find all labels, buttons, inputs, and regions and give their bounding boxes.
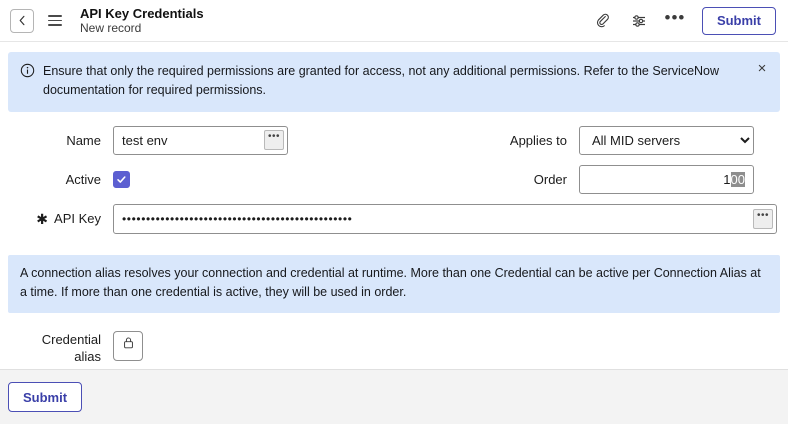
field-active [8, 171, 394, 188]
api-key-input-wrap [113, 204, 777, 234]
form-row-api-key [8, 204, 780, 234]
record-form [0, 112, 788, 247]
api-key-reference-lookup-icon[interactable]: ••• [753, 209, 773, 229]
name-input-wrap [113, 126, 288, 155]
order-input-wrap [579, 165, 754, 194]
credential-alias-label-line2: alias [74, 349, 101, 365]
field-name [8, 126, 394, 155]
hamburger-icon[interactable] [44, 10, 66, 32]
order-input[interactable] [579, 165, 754, 194]
ellipsis-icon[interactable]: ••• [664, 7, 686, 27]
order-value-unselected: 1 [723, 171, 731, 187]
back-button[interactable] [10, 9, 34, 33]
name-label: Name [66, 132, 101, 148]
order-value-selected: 00 [730, 171, 745, 187]
active-label: Active [65, 171, 101, 187]
field-order [394, 165, 780, 194]
header-actions [592, 7, 776, 35]
applies-to-select[interactable] [579, 126, 754, 155]
page-header [0, 0, 788, 42]
order-label: Order [533, 171, 567, 187]
page-title: API Key Credentials [80, 5, 204, 21]
field-applies-to [394, 126, 780, 155]
close-icon[interactable]: × [757, 59, 767, 77]
submit-button-bottom[interactable]: Submit [8, 382, 82, 412]
lock-icon [122, 336, 135, 355]
submit-button-top[interactable]: Submit [702, 7, 776, 35]
form-row-active-order [8, 165, 780, 194]
credential-alias-label [8, 331, 113, 366]
paperclip-icon[interactable] [592, 10, 614, 32]
name-input[interactable]: test env [113, 126, 288, 155]
page-subtitle: New record [80, 21, 142, 36]
connection-alias-info: A connection alias resolves your connection and credential at runtime. More than one Credential can be active per Connection Alias at a time. If more than one credential is active, they will be used in order. [8, 255, 780, 313]
credential-alias-label-line1: Credential [41, 331, 101, 347]
page-footer [0, 369, 788, 424]
field-credential-alias [0, 331, 788, 366]
permissions-banner [8, 52, 780, 112]
api-key-input[interactable]: •••••••••••••••••••••••••••••••••••••••••••••••• [113, 204, 777, 234]
name-reference-lookup-icon[interactable]: ••• [264, 130, 284, 150]
credential-alias-lock-button[interactable] [113, 331, 143, 361]
page-title-group [80, 6, 592, 35]
form-row-name-appliesto [8, 126, 780, 155]
active-checkbox[interactable] [113, 171, 130, 188]
api-key-label-wrap [8, 211, 113, 226]
banner-text: Ensure that only the required permissions are granted for access, not any additional permissions. Refer to the ServiceNow documentation for required permissions. [43, 64, 720, 98]
chevron-left-icon [17, 15, 28, 26]
required-asterisk-icon: ✱ [36, 210, 49, 227]
info-circle-icon [20, 63, 35, 83]
sliders-icon[interactable] [628, 10, 650, 32]
applies-to-label: Applies to [509, 132, 567, 148]
api-key-label: API Key [54, 211, 101, 227]
